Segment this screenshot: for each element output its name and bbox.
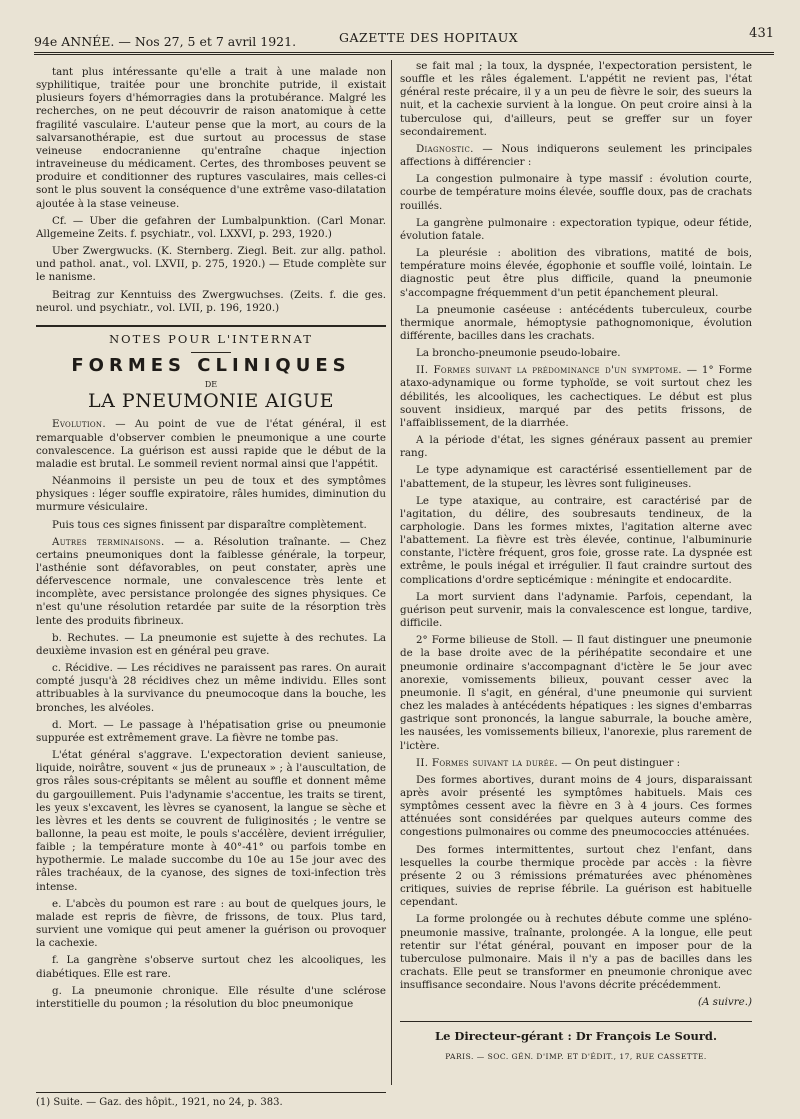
paragraph: La forme prolongée ou à rechutes débute comme une spléno-pneumonie massive, traînante, prolongée. A la longue, elle peut retentir sur l'état général, pouvant en imposer pour de la tuberculose pulmonaire. Mais il n'y a pas de bacilles dans les crachats. Elle peut se transformer en pneumonie chronique avec insuffisance secondaire. Nous l'avons décrite précédemment. xyxy=(400,913,752,992)
left-column xyxy=(36,66,386,1015)
paragraph-text: — Nous indiquerons seulement les principales affections à différencier : xyxy=(400,142,752,169)
to-be-continued: (A suivre.) xyxy=(697,996,752,1009)
footnote: (1) Suite. — Gaz. des hôpit., 1921, no 24, p. 383. xyxy=(36,1092,386,1108)
article-subtitle: LA PNEUMONIE AIGUE xyxy=(87,390,335,413)
article-title-connector: DE xyxy=(204,380,218,390)
section-divider xyxy=(36,325,386,327)
paragraph: d. Mort. — Le passage à l'hépatisation grise ou pneumonie suppurée est extrêmement grave. La fièvre ne tombe pas. xyxy=(36,718,386,744)
paragraph: tant plus intéressante qu'elle a trait à une malade non syphilitique, traitée pour une bronchite putride, il existait plusieurs foyers d'hémorragies dans la protubérance. Malgré les recherches, on ne peut découvrir de raison anatomique à cette fragilité vasculaire. L'auteur pense que la mort, au cours de la salvarsanothérapie, est due surtout au processus de stase veineuse endocranienne qu'entraîne chaque injection intraveineuse du médicament. Certes, des thromboses peuvent se produire et conditionner des ruptures vasculaires, mais celles-ci sont le plus souvent la conséquence d'une extrême vaso-dilatation ajoutée à la stase veineuse. xyxy=(36,66,386,210)
column-divider xyxy=(391,60,392,1085)
issue-line: 94e ANNÉE. — Nos 27, 5 et 7 avril 1921. xyxy=(34,34,297,49)
run-in-heading: Evolution. xyxy=(52,418,106,431)
printer-line: PARIS. — SOC. GÉN. D'IMP. ET D'ÉDIT., 17, RUE CASSETTE. xyxy=(445,1051,707,1061)
paragraph: Puis tous ces signes finissent par disparaître complètement. xyxy=(52,518,367,531)
paragraph: Des formes intermittentes, surtout chez l'enfant, dans lesquelles la courbe thermique procède par accès : la fièvre présente 2 ou 3 rémissions prématurées avec phénomènes critiques, suivies de reprise fébrile. La guérison est habituelle cependant. xyxy=(400,843,752,909)
paragraph: Néanmoins il persiste un peu de toux et des symptômes physiques : léger souffle expiratoire, râles humides, diminution du murmure vésiculaire. xyxy=(36,475,386,514)
journal-title: GAZETTE DES HOPITAUX xyxy=(339,30,519,45)
paragraph: e. L'abcès du poumon est rare : au bout de quelques jours, le malade est repris de fièvre, de frissons, de toux. Plus tard, survient une vomique qui peut amener la guérison ou provoquer la cachexie. xyxy=(36,897,386,950)
reference: Beitrag zur Kenntuiss des Zwergwuchses. (Zeits. f. die ges. neurol. und psychiatr., vol. LVII, p. 196, 1920.) xyxy=(36,288,386,314)
header-rule xyxy=(34,52,774,55)
paragraph: Des formes abortives, durant moins de 4 jours, disparaissant après avoir présenté les symptômes habituels. Mais ces symptômes cessent avec la fièvre en 3 à 4 jours. Ces formes atténuées sont considérées par quelques auteurs comme des congestions pulmonaires ou comme des pneumococcies atténuées. xyxy=(400,773,752,839)
short-rule xyxy=(191,352,231,353)
paragraph xyxy=(400,143,752,169)
paragraph-text: — 1° Forme ataxo-adynamique ou forme typhoïde, se voit surtout chez les débilités, les alcooliques, les cachectiques. Le début est plus souvent insidieux, marqué par des petits frissons, de l'affaiblissement, de la diarrhée. xyxy=(400,364,753,429)
paragraph-text: — a. Résolution traînante. — Chez certains pneumoniques dont la faiblesse générale, la torpeur, l'asthénie sont défavorables, on peut constater, après une défervescence normale, une convalescence très lente et incomplète, avec persistance prolongée des signes physiques. Ce n'est qu'une résolution retardée par suite de la résorption très lente des produits fibrineux. xyxy=(36,535,386,627)
paragraph xyxy=(36,536,386,628)
paragraph-text: — On peut distinguer : xyxy=(561,756,681,769)
section-heading: II. Formes suivant la durée. xyxy=(416,756,558,769)
section-kicker: NOTES POUR L'INTERNAT xyxy=(109,331,313,346)
paragraph xyxy=(36,418,386,471)
page-header xyxy=(34,26,774,52)
section-heading: II. Formes suivant la prédominance d'un symptome. xyxy=(416,364,682,377)
paragraph xyxy=(400,364,752,430)
paragraph: b. Rechutes. — La pneumonie est sujette à des rechutes. La deuxième invasion est en général peu grave. xyxy=(36,631,386,657)
right-column xyxy=(400,60,752,1063)
paragraph: 2° Forme bilieuse de Stoll. — Il faut distinguer une pneumonie de la base droite avec de la périhépatite secondaire et une pneumonie ordinaire s'accompagnant d'ictère le 5e jour avec anorexie, vomissements bilieux, pouvant cesser avec la pneumonie. Il s'agit, en général, d'une pneumonie qui survient chez les malades à antécédents hépatiques : les signes d'embarras gastrique sont prononcés, la langue saburrale, la bouche amère, les nausées, les vomissements bilieux, l'anorexie, plus rarement de l'ictère. xyxy=(400,634,752,752)
paragraph: L'état général s'aggrave. L'expectoration devient sanieuse, liquide, noirâtre, souvent « jus de pruneaux » ; à l'auscultation, de gros râles sous-crépitants se mêlent au souffle et donnent même du gargouillement. Puis l'adynamie s'accentue, les traits se tirent, les yeux s'excavent, les lèvres se cyanosent, la langue se sèche et les lèvres et les dents se couvrent de fuliginosités ; le ventre se ballonne, la peau est moite, le pouls s'accélère, devient irrégulier, faible ; la température monte à 40°-41° ou parfois tombe en hypothermie. Le malade succombe du 10e au 15e jour avec des râles trachéaux, de la cyanose, des signes de toxi-infection très intense. xyxy=(36,749,386,893)
paragraph: se fait mal ; la toux, la dyspnée, l'expectoration persistent, le souffle et les râles également. L'appétit ne revient pas, l'état général reste précaire, il y a un peu de fièvre le soir, des sueurs la nuit, et la cachexie survient à la longue. On peut croire ainsi à la tuberculose qui, d'ailleurs, peut se greffer sur un foyer secondairement. xyxy=(400,60,752,138)
paragraph: Le type adynamique est caractérisé essentiellement par de l'abattement, de la stupeur, les lèvres sont fuligineuses. xyxy=(400,464,752,490)
paragraph: La mort survient dans l'adynamie. Parfois, cependant, la guérison peut survenir, mais la convalescence est longue, tardive, difficile. xyxy=(400,590,752,630)
page-number: 431 xyxy=(749,26,774,41)
paragraph: c. Récidive. — Les récidives ne paraissent pas rares. On aurait compté jusqu'à 28 récidives chez un même individu. Elles sont attribuables à la survivance du pneumocoque dans la bouche, les bronches, les alvéoles. xyxy=(36,662,386,714)
run-in-heading: Diagnostic. xyxy=(416,142,474,155)
paragraph-text: — Au point de vue de l'état général, il est remarquable d'observer combien le pneumonique a une courte convalescence. La guérison est aussi rapide que le début de la maladie est brutal. Le sommeil revient normal ainsi que l'appétit. xyxy=(36,418,386,470)
paragraph: La broncho-pneumonie pseudo-lobaire. xyxy=(416,347,621,360)
paragraph xyxy=(400,757,752,770)
run-in-heading: Autres terminaisons. xyxy=(52,535,165,548)
director-credit: Le Directeur-gérant : Dr François Le Sourd. xyxy=(400,1021,752,1043)
paragraph: La congestion pulmonaire à type massif : évolution courte, courbe de température moins élevée, souffle doux, pas de crachats rouillés. xyxy=(400,173,752,212)
article-title: FORMES CLINIQUES xyxy=(71,354,351,376)
paragraph: f. La gangrène s'observe surtout chez les alcooliques, les diabétiques. Elle est rare. xyxy=(36,954,386,980)
paragraph: La gangrène pulmonaire : expectoration typique, odeur fétide, évolution fatale. xyxy=(400,216,752,242)
paragraph: g. La pneumonie chronique. Elle résulte d'une sclérose interstitielle du poumon ; la résolution du bloc pneumonique xyxy=(36,984,386,1010)
paragraph: A la période d'état, les signes généraux passent au premier rang. xyxy=(400,434,752,460)
paragraph: Le type ataxique, au contraire, est caractérisé par de l'agitation, du délire, des soubresauts tendineux, de la carphologie. Dans les formes mixtes, l'agitation alterne avec l'abattement. La fièvre est très élevée, continue, l'albuminurie constante, l'ictère fréquent, gros foie, grosse rate. La dyspnée est extrême, le pouls inégal et irrégulier. Il faut craindre surtout des complications d'ordre septicémique : méningite et endocardite. xyxy=(400,494,752,586)
reference: Uber Zwergwucks. (K. Sternberg. Ziegl. Beit. zur allg. pathol. und pathol. anat., vol. LXVII, p. 275, 1920.) — Etude complète sur le nanisme. xyxy=(36,245,386,284)
reference: Cf. — Uber die gefahren der Lumbalpunktion. (Carl Monar. Allgemeine Zeits. f. psychiatr., vol. LXXVI, p. 293, 1920.) xyxy=(36,214,386,240)
paragraph: La pleurésie : abolition des vibrations, matité de bois, température moins élevée, égophonie et souffle voilé, lointain. Le diagnostic peut être plus difficile, quand la pneumonie s'accompagne fréquemment d'un petit épanchement pleural. xyxy=(400,247,752,299)
paragraph: La pneumonie caséeuse : antécédents tuberculeux, courbe thermique anormale, hémoptysie pathognomonique, évolution différente, bacilles dans les crachats. xyxy=(400,303,752,342)
